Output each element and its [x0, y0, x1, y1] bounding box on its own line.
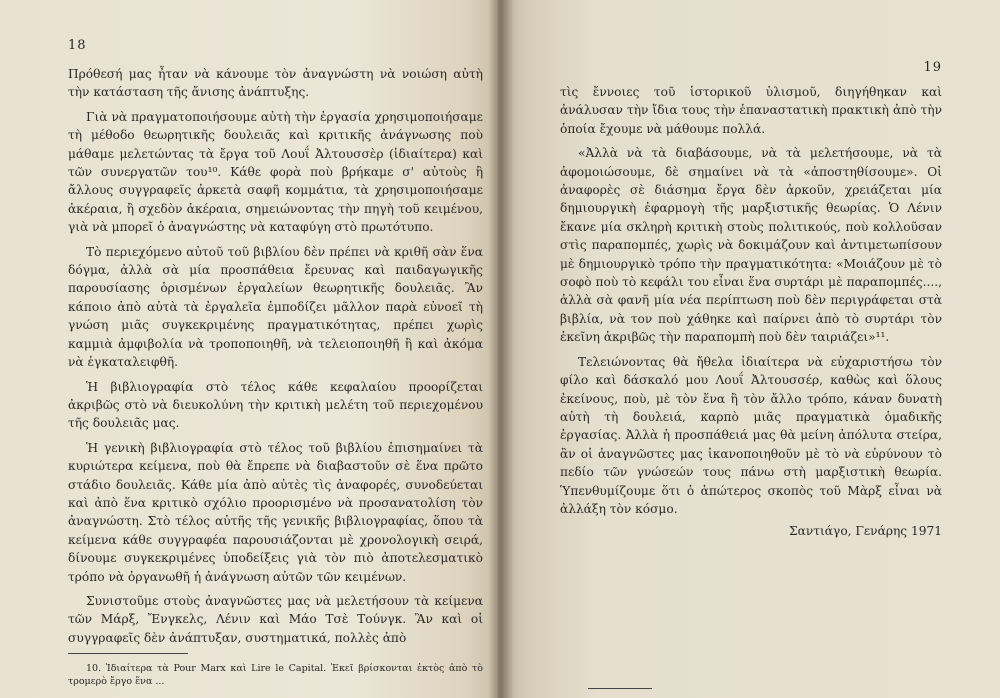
page-number: 18 [68, 38, 87, 53]
paragraph: Τελειώνοντας θὰ ἤθελα ἰδιαίτερα νὰ εὐχαριστήσω τὸν φίλο καὶ δάσκαλό μου Λουΐ Ἀλτουσσέρ, καθὼς καὶ ὅλους ἐκείνους, ποὺ, μὲ τὸν ἕνα ἢ τὸν ἄλλο τρόπο, κάναν δυνατὴ αὐτὴ τὴ δουλειά, καρπὸ μιᾶς πραγματικὰ ὁμαδικῆς ἐργασίας. Ἀλλὰ ἡ προσπάθειά μας θὰ μείνη ἀπόλυτα στείρα, ἂν οἱ ἀναγνῶστες μας ἱκανοποιηθοῦν μὲ τὸ νὰ εὐρύνουν τὸ πεδίο τῶν γνώσεών τους πάνω στὴ μαρξιστικὴ θεωρία. Ὑπενθυμίζουμε ὅτι ὁ ἀπώτερος σκοπὸς τοῦ Μὰρξ εἶναι νὰ ἀλλάξη τὸν κόσμο. [560, 354, 942, 516]
footnote: 10. Ἰδιαίτερα τὰ Pour Marx καὶ Lire le Capital. Ἐκεῖ βρίσκονται ἐκτὸς ἀπὸ τὸ τρομερὸ ἔργο ἕνα ... [68, 663, 483, 688]
paragraph: Γιὰ νὰ πραγματοποιήσουμε αὐτὴ τὴν ἐργασία χρησιμοποιήσαμε τὴ μέθοδο θεωρητικῆς δουλειᾶς καὶ κριτικῆς ἀνάγνωσης ποὺ μάθαμε μελετώντας τὰ ἔργα τοῦ Λουΐ Ἀλτουσσὲρ (ἰδιαίτερα) καὶ τῶν συνεργατῶν του¹⁰. Κάθε φορὰ ποὺ βρήκαμε σ' αὐτοὺς ἢ ἄλλους συγγραφεῖς ἀρκετὰ σαφῆ κομμάτια, τὰ χρησιμοποιήσαμε ἀκέραια, ἢ σχεδὸν ἀκέραια, σημειώνοντας τὴν πηγὴ τοῦ κειμένου, γιὰ νὰ μπορεῖ ὁ ἀναγνώστης νὰ καταφύγη στὸ πρωτότυπο. [68, 109, 483, 235]
book-gutter-shadow [488, 0, 514, 698]
paragraph: τὶς ἔννοιες τοῦ ἱστορικοῦ ὑλισμοῦ, διηγήθηκαν καὶ ἀνάλυσαν τὴν ἴδια τους τὴν ἐπαναστατικὴ πρακτικὴ ἀπὸ τὴν ὁποία ἔχουμε νὰ μάθουμε πολλά. [560, 85, 942, 136]
footnote-divider [588, 688, 652, 689]
paragraph: Συνιστοῦμε στοὺς ἀναγνῶστες μας νὰ μελετήσουν τὰ κείμενα τῶν Μάρξ, Ἔνγκελς, Λένιν καὶ Μάο Τσὲ Τούνγκ. Ἂν καὶ οἱ συγγραφεῖς δὲν ἀνάπτυξαν, συστηματικά, πολλὲς ἀπὸ [68, 593, 483, 645]
paragraph: Ἡ γενικὴ βιβλιογραφία στὸ τέλος τοῦ βιβλίου ἐπισημαίνει τὰ κυριώτερα κείμενα, ποὺ θὰ ἔπρεπε νὰ διαβαστοῦν σὲ ἕνα πρῶτο στάδιο δουλειᾶς. Κάθε μία ἀπὸ αὐτὲς τὶς ἀναφορές, συνοδεύεται καὶ ἀπὸ ἕνα κριτικὸ σχόλιο προορισμένο νὰ προσανατολίση τὸν ἀναγνώστη. Στὸ τέλος αὐτῆς τῆς γενικῆς βιβλιογραφίας, ὅπου τὰ κείμενα κάθε συγγραφέα παρουσιάζονται μὲ χρονολογικὴ σειρά, δίνουμε συγκεκριμένες ὑποδείξεις γιὰ τὸν πιὸ ἀποτελεσματικὸ τρόπο νὰ ὀργανωθῆ ἡ ἀνάγνωση αὐτῶν τῶν κειμένων. [68, 440, 483, 584]
paragraph: Ἡ βιβλιογραφία στὸ τέλος κάθε κεφαλαίου προορίζεται ἀκριβῶς στὸ νὰ διευκολύνη τὴν κριτικὴ μελέτη τοῦ περιεχομένου τῆς δουλειᾶς μας. [68, 379, 483, 431]
page-number: 19 [923, 60, 942, 75]
paragraph: Τὸ περιεχόμενο αὐτοῦ τοῦ βιβλίου δὲν πρέπει νὰ κριθῆ σὰν ἕνα δόγμα, ἀλλὰ σὰ μία προσπάθεια ἔρευνας καὶ παιδαγωγικῆς παρουσίασης ὁρισμένων ἐργαλείων θεωρητικῆς δουλειᾶς. Ἂν κάποιο ἀπὸ αὐτὰ τὰ ἐργαλεῖα ἐμποδίζει μᾶλλον παρὰ εὐνοεῖ τὴ γνώση μιᾶς συγκεκριμένης πραγματικότητας, πρέπει χωρὶς καμμιὰ ἀμφιβολία νὰ τροποποιηθῆ, νὰ τελειοποιηθῆ ἢ καὶ ἀκόμα νὰ ἐγκαταλειφθῆ. [68, 244, 483, 370]
paragraph: «Ἀλλὰ νὰ τὰ διαβάσουμε, νὰ τὰ μελετήσουμε, νὰ τὰ ἀφομοιώσουμε, δὲ σημαίνει νὰ τὰ «ἀποστηθίσουμε». Οἱ ἀναφορὲς σὲ διάσημα ἔργα δὲν ἀρκοῦν, χρειάζεται μία δημιουργικὴ ἐφαρμογὴ τῆς μαρξιστικῆς θεωρίας. Ὁ Λένιν ἔκανε μία σκληρὴ κριτικὴ στοὺς πολιτικούς, ποὺ κολλοῦσαν στὶς παραπομπές, χωρὶς νὰ δοκιμάζουν καὶ ἀντιμετωπίσουν μὲ δημιουργικὸ τρόπο τὴν πραγματικότητα: «Μοιάζουν μὲ τὸ σοφὸ ποὺ τὸ κεφάλι του εἶναι ἕνα συρτάρι μὲ παραπομπές...., ἀλλὰ σὰ φανῆ μία νέα περίπτωση ποὺ δὲν περιγράφεται στὰ βιβλία, νὰ τον ποὺ χάθηκε καὶ παίρνει ἀπὸ τὸ συρτάρι τὸν ἐκεῖνη ἀκριβῶς τὴν παραπομπὴ ποὺ δὲν ταιριάζει»¹¹. [560, 146, 942, 345]
paragraph: Πρόθεσή μας ἦταν νὰ κάνουμε τὸν ἀναγνώστη νὰ νοιώση αὐτὴ τὴν κατάσταση τῆς ἄνισης ἀνάπτυξης. [68, 67, 483, 100]
signature-line: Σαντιάγο, Γενάρης 1971 [789, 524, 942, 539]
footnote-divider [68, 653, 188, 654]
right-page [498, 0, 1000, 698]
